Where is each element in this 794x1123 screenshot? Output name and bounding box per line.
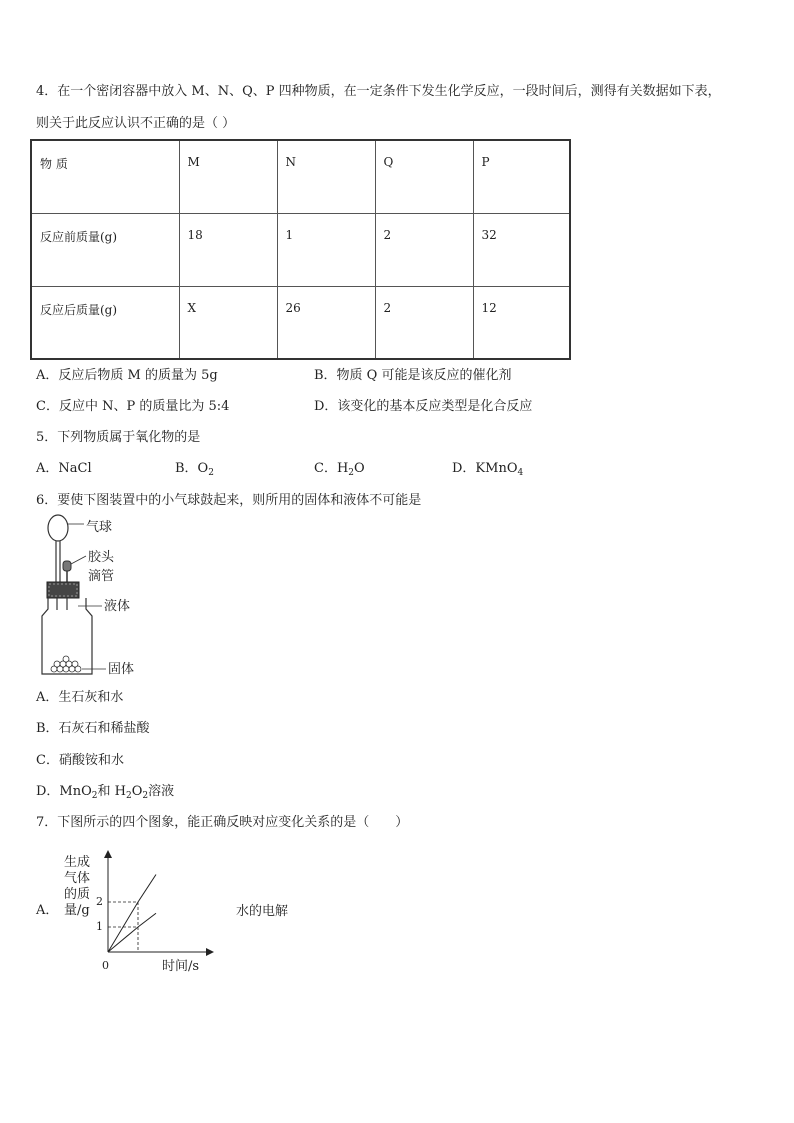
balloon-label: 气球 bbox=[86, 520, 113, 535]
chart-ylabel-line: 的质 bbox=[64, 887, 91, 902]
table-cell: 12 bbox=[473, 286, 570, 359]
y-tick-label: 1 bbox=[96, 920, 103, 933]
subscript: 2 bbox=[208, 468, 214, 478]
q7-stem: 7．下图所示的四个图象，能正确反映对应变化关系的是（ ） bbox=[36, 815, 409, 830]
subscript: 2 bbox=[142, 791, 149, 801]
q6-option-d-text: 溶液 bbox=[148, 784, 175, 799]
series-line-2 bbox=[108, 913, 156, 952]
q5-option-c-text-end: O bbox=[354, 461, 365, 476]
q7-chart bbox=[94, 848, 218, 976]
balloon-shape bbox=[48, 515, 68, 541]
q4-option-b: B．物质 Q 可能是该反应的催化剂 bbox=[314, 368, 512, 383]
liquid-label: 液体 bbox=[104, 599, 131, 614]
q5-option-b bbox=[175, 460, 214, 478]
q5-option-d bbox=[452, 460, 523, 478]
origin-label: 0 bbox=[102, 959, 109, 972]
solid-label: 固体 bbox=[108, 662, 135, 677]
q5-option-d-text: D．KMnO bbox=[452, 461, 518, 476]
q4-stem-line1: 4．在一个密闭容器中放入 M、N、Q、P 四种物质，在一定条件下发生化学反应，一段时间后，测得有关数据如下表， bbox=[36, 84, 721, 99]
table-cell: X bbox=[179, 286, 277, 359]
table-cell: 2 bbox=[375, 286, 473, 359]
table-cell: 1 bbox=[277, 213, 375, 286]
q4-option-d: D．该变化的基本反应类型是化合反应 bbox=[314, 399, 533, 414]
table-cell: 26 bbox=[277, 286, 375, 359]
table-cell: 反应后质量(g) bbox=[31, 286, 179, 359]
leader-line bbox=[71, 556, 86, 564]
table-cell: 反应前质量(g) bbox=[31, 213, 179, 286]
q6-option-d-text: O bbox=[131, 784, 143, 799]
table-cell: 2 bbox=[375, 213, 473, 286]
dropper-label-line1: 胶头 bbox=[88, 550, 115, 565]
chart-xlabel: 时间/s bbox=[162, 959, 200, 974]
table-cell: 32 bbox=[473, 213, 570, 286]
dropper-label-line2: 滴管 bbox=[88, 569, 115, 584]
q6-option-c: C．硝酸铵和水 bbox=[36, 753, 124, 768]
q6-option-d-text: D．MnO bbox=[36, 784, 92, 799]
q4-option-a: A．反应后物质 M 的质量为 5g bbox=[36, 368, 218, 383]
series-line-1 bbox=[108, 875, 156, 953]
solid-particles bbox=[51, 656, 81, 672]
q4-stem-line2: 则关于此反应认识不正确的是（ ） bbox=[36, 116, 236, 131]
table-cell: 物 质 bbox=[31, 140, 179, 213]
q5-option-b-text: B．O bbox=[175, 461, 209, 476]
table-cell: N bbox=[277, 140, 375, 213]
q4-data-table bbox=[30, 139, 571, 360]
table-cell: P bbox=[473, 140, 570, 213]
q5-option-c bbox=[314, 460, 365, 478]
dropper-bulb bbox=[63, 561, 71, 571]
q6-stem: 6．要使下图装置中的小气球鼓起来，则所用的固体和液体不可能是 bbox=[36, 493, 422, 508]
q7-option-a-label: A． bbox=[36, 903, 59, 918]
q5-option-c-text: C．H bbox=[314, 461, 349, 476]
q6-option-d bbox=[36, 783, 174, 801]
subscript: 2 bbox=[348, 468, 355, 478]
subscript: 4 bbox=[517, 468, 524, 478]
q5-option-a: A．NaCl bbox=[36, 461, 92, 476]
q6-option-b: B．石灰石和稀盐酸 bbox=[36, 721, 150, 736]
q5-stem: 5．下列物质属于氧化物的是 bbox=[36, 430, 201, 445]
q6-option-a: A．生石灰和水 bbox=[36, 690, 124, 705]
table-cell: M bbox=[179, 140, 277, 213]
subscript: 2 bbox=[125, 791, 132, 801]
chart-ylabel-line: 生成 bbox=[64, 855, 91, 870]
table-cell: Q bbox=[375, 140, 473, 213]
q6-option-d-text: 和 H bbox=[97, 784, 126, 799]
table-row bbox=[31, 213, 570, 286]
chart-ylabel-line: 量/g bbox=[64, 903, 90, 918]
q6-apparatus-diagram bbox=[30, 514, 150, 684]
chart-ylabel-line: 气体 bbox=[64, 871, 91, 886]
table-row bbox=[31, 286, 570, 359]
table-row bbox=[31, 140, 570, 213]
subscript: 2 bbox=[91, 791, 98, 801]
y-tick-label: 2 bbox=[96, 895, 103, 908]
q7-option-a-caption: 水的电解 bbox=[236, 904, 289, 919]
q4-option-c: C．反应中 N、P 的质量比为 5:4 bbox=[36, 399, 230, 414]
table-cell: 18 bbox=[179, 213, 277, 286]
